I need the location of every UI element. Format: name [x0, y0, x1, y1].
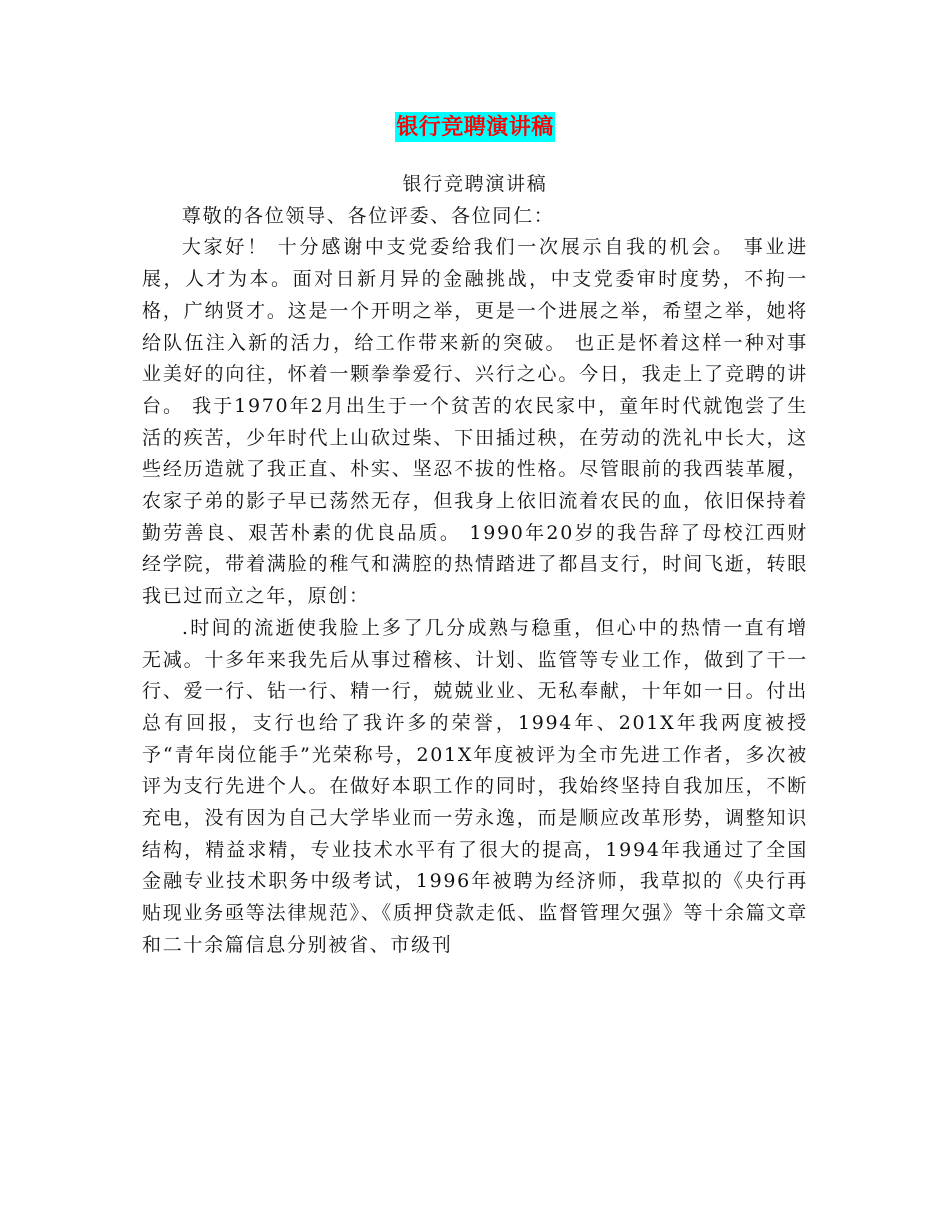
- document-subtitle: 银行竞聘演讲稿: [402, 173, 548, 195]
- body-paragraph: .时间的流逝使我脸上多了几分成熟与稳重，但心中的热情一直有增无减。十多年来我先后从事过稽核、计划、监管等专业工作，做到了干一行、爱一行、钻一行、精一行，兢兢业业、无私奉献，十年如一日。付出总有回报，支行也给了我许多的荣誉，1994年、201X年我两度被授予“青年岗位能手”光荣称号，201X年度被评为全市先进工作者，多次被评为支行先进个人。在做好本职工作的同时，我始终坚持自我加压，不断充电，没有因为自己大学毕业而一劳永逸，而是顺应改革形势，调整知识结构，精益求精，专业技术水平有了很大的提高，1994年我通过了全国金融专业技术职务中级考试，1996年被聘为经济师，我草拟的《央行再贴现业务亟等法律规范》、《质押贷款走低、监督管理欠强》等十余篇文章和二十余篇信息分别被省、市级刊: [142, 616, 808, 956]
- salutation-paragraph: 尊敬的各位领导、各位评委、各位同仁：: [181, 204, 555, 227]
- title-row: [0, 112, 950, 142]
- document-title: 银行竞聘演讲稿: [396, 114, 554, 140]
- body-paragraph: 大家好！ 十分感谢中支党委给我们一次展示自我的机会。 事业进展，人才为本。面对日新月异的金融挑战，中支党委审时度势，不拘一格，广纳贤才。这是一个开明之举，更是一个进展之举，希望之举，她将给队伍注入新的活力，给工作带来新的突破。 也正是怀着这样一种对事业美好的向往，怀着一颗拳拳爱行、兴行之心。今日，我走上了竞聘的讲台。 我于1970年2月出生于一个贫苦的农民家中，童年时代就饱尝了生活的疾苦，少年时代上山砍过柴、下田插过秧，在劳动的洗礼中长大，这些经历造就了我正直、朴实、坚忍不拔的性格。尽管眼前的我西装革履，农家子弟的影子早已荡然无存，但我身上依旧流着农民的血，依旧保持着勤劳善良、艰苦朴素的优良品质。 1990年20岁的我告辞了母校江西财经学院，带着满脸的稚气和满腔的热情踏进了都昌支行，时间飞逝，转眼我已过而立之年，原创：: [142, 236, 808, 608]
- document-body: [142, 169, 808, 962]
